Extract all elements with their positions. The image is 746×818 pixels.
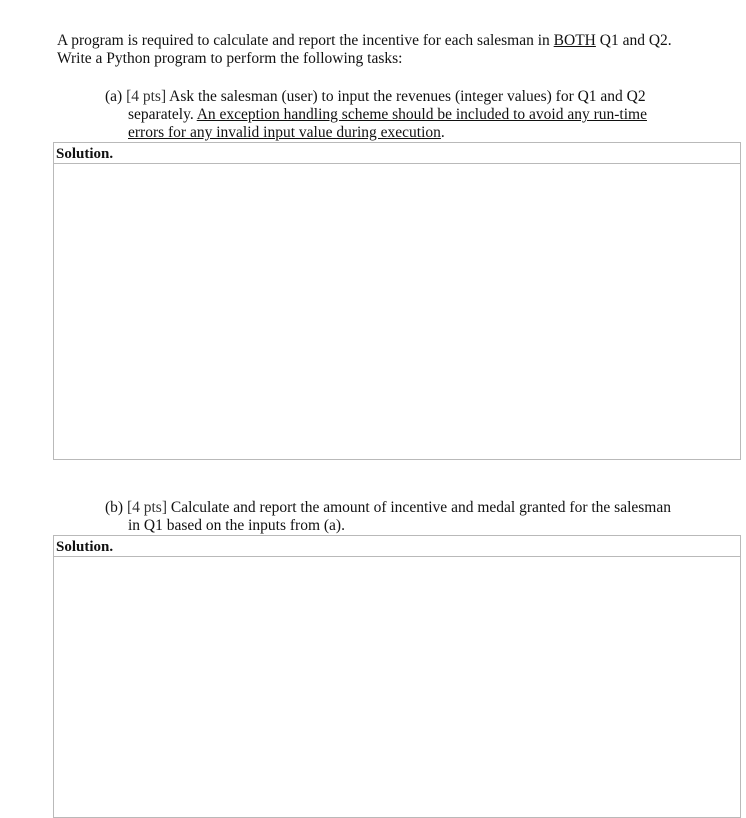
intro-text-end: Q1 and Q2. — [595, 32, 672, 49]
part-a-exception-requirement: An exception handling scheme should be included to avoid any run-time — [196, 106, 647, 123]
solution-b-label: Solution. — [56, 539, 114, 555]
part-b-question-text-cont: in Q1 based on the inputs from (a). — [128, 517, 345, 534]
intro-instruction: Write a Python program to perform the following tasks: — [57, 50, 403, 67]
part-a-line-1 — [105, 88, 646, 106]
part-b-points: [4 pts] — [126, 499, 167, 516]
solution-a-header — [53, 142, 741, 164]
part-a-question-text: Ask the salesman (user) to input the revenues (integer values) for Q1 and Q2 — [166, 88, 646, 105]
solution-b-header — [53, 535, 741, 557]
intro-emphasis-both: BOTH — [553, 32, 596, 49]
solution-b-answer-box[interactable] — [53, 556, 741, 818]
part-a-exception-requirement-cont: errors for any invalid input value during execution — [128, 124, 441, 141]
solution-a-label: Solution. — [56, 146, 114, 162]
intro-text-start: A program is required to calculate and report the incentive for each salesman in — [57, 32, 554, 49]
part-a-line-2 — [128, 106, 647, 124]
intro-line-1 — [57, 32, 672, 50]
part-a-period: . — [440, 124, 445, 141]
solution-a-answer-box[interactable] — [53, 163, 741, 460]
part-b-question-text: Calculate and report the amount of incentive and medal granted for the salesman — [167, 499, 671, 516]
solution-b-answer — [54, 557, 740, 569]
part-a-separately: separately. — [128, 106, 197, 123]
solution-a-answer — [54, 164, 740, 176]
part-b-line-1 — [105, 499, 671, 517]
part-a-line-3 — [128, 124, 445, 142]
part-a-points: [4 pts] — [126, 88, 167, 105]
intro-line-2 — [57, 50, 402, 68]
part-b-label: (b) — [105, 499, 124, 516]
part-b-line-2 — [128, 517, 345, 535]
part-a-label: (a) — [105, 88, 123, 105]
